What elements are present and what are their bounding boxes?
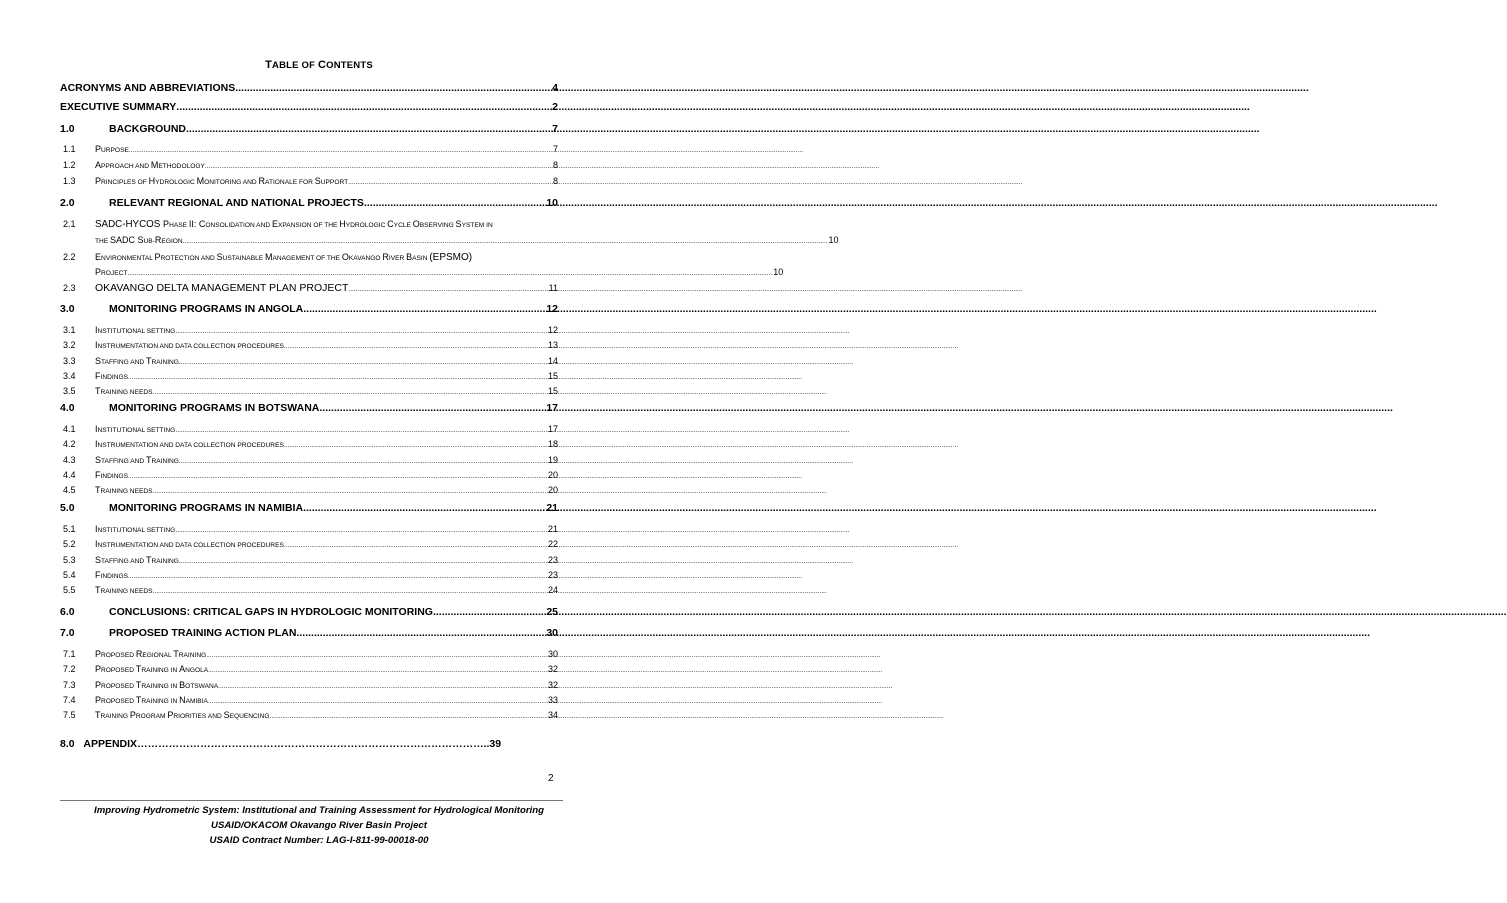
toc-entry-section-5[interactable]: 5.0 MONITORING PROGRAMS IN NAMIBIA ..... 21 [60,502,558,514]
toc-entry-5-5[interactable]: 5.5 TRAINING NEEDS ..... 24 [60,585,558,595]
toc-entry-section-3[interactable]: 3.0 MONITORING PROGRAMS IN ANGOLA ..... 12 [60,303,558,315]
toc-entry-5-3[interactable]: 5.3 STAFFING AND TRAINING ..... 23 [60,555,558,565]
toc-entry-2-2[interactable]: 2.2 ENVIRONMENTAL PROTECTION AND SUSTAINABLE MANAGEMENT OF THE OKAVANGO RIVER BASIN (EPSMO) [63,252,473,263]
toc-entry-1-3[interactable]: 1.3 PRINCIPLES OF HYDROLOGIC MONITORING AND RATIONALE FOR SUPPORT ..... 8 [60,176,558,186]
toc-entry-section-2[interactable]: 2.0 RELEVANT REGIONAL AND NATIONAL PROJECTS ..... 10 [60,197,558,209]
toc-entry-section-4[interactable]: 4.0 MONITORING PROGRAMS IN BOTSWANA ..... 17 [60,402,558,414]
footer-line-1: Improving Hydrometric System: Institutional and Training Assessment for Hydrological Monitoring [94,805,544,816]
toc-entry-3-4[interactable]: 3.4 FINDINGS ..... 15 [60,371,558,381]
toc-entry-5-1[interactable]: 5.1 INSTITUTIONAL SETTING ..... 21 [60,524,558,534]
toc-entry-3-1[interactable]: 3.1 INSTITUTIONAL SETTING ..... 12 [60,325,558,335]
toc-entry-3-2[interactable]: 3.2 INSTRUMENTATION AND DATA COLLECTION PROCEDURES ..... 13 [60,340,558,350]
toc-title: TABLE OF CONTENTS [265,59,373,71]
toc-entry-3-3[interactable]: 3.3 STAFFING AND TRAINING ..... 14 [60,356,558,366]
toc-entry-7-5[interactable]: 7.5 TRAINING PROGRAM PRIORITIES AND SEQUENCING ..... 34 [60,710,558,720]
toc-entry-appendix[interactable]: 8.0 APPENDIX………………………………………………………………………………………..39 [60,738,502,750]
page-footer [0,803,638,848]
toc-entry-4-4[interactable]: 4.4 FINDINGS ..... 20 [60,470,558,480]
toc-entry-2-1-continued[interactable]: THE SADC SUB-REGION ..... 10 [95,235,558,245]
toc-entry-1-2[interactable]: 1.2 APPROACH AND METHODOLOGY ..... 8 [60,160,558,170]
toc-entry-4-5[interactable]: 4.5 TRAINING NEEDS ..... 20 [60,485,558,495]
footer-line-2: USAID/OKACOM Okavango River Basin Project [211,820,427,831]
page-number: 2 [548,773,554,784]
toc-entry-5-4[interactable]: 5.4 FINDINGS ..... 23 [60,570,558,580]
toc-entry-1-1[interactable]: 1.1 PURPOSE ..... 7 [60,144,558,154]
toc-entry-section-7[interactable]: 7.0 PROPOSED TRAINING ACTION PLAN ..... 30 [60,627,558,639]
toc-entry-4-3[interactable]: 4.3 STAFFING AND TRAINING ..... 19 [60,455,558,465]
toc-entry-4-2[interactable]: 4.2 INSTRUMENTATION AND DATA COLLECTION PROCEDURES ..... 18 [60,439,558,449]
toc-entry-4-1[interactable]: 4.1 INSTITUTIONAL SETTING ..... 17 [60,424,558,434]
toc-entry-7-3[interactable]: 7.3 PROPOSED TRAINING IN BOTSWANA ..... 32 [60,680,558,690]
toc-entry-7-4[interactable]: 7.4 PROPOSED TRAINING IN NAMIBIA ..... 33 [60,695,558,705]
toc-entry-executive-summary[interactable]: EXECUTIVE SUMMARY ..... 2 [60,101,558,113]
toc-entry-2-2-continued[interactable]: PROJECT ..... 10 [95,267,558,277]
toc-entry-5-2[interactable]: 5.2 INSTRUMENTATION AND DATA COLLECTION PROCEDURES ..... 22 [60,539,558,549]
footer-line-3: USAID Contract Number: LAG-I-811-99-00018-00 [209,835,429,846]
toc-entry-7-1[interactable]: 7.1 PROPOSED REGIONAL TRAINING ..... 30 [60,649,558,659]
toc-entry-section-1[interactable]: 1.0 BACKGROUND ..... 7 [60,123,558,135]
toc-entry-2-3[interactable]: 2.3 OKAVANGO DELTA MANAGEMENT PLAN PROJECT ..... 11 [60,282,558,294]
toc-entry-3-5[interactable]: 3.5 TRAINING NEEDS ..... 15 [60,386,558,396]
footer-divider [60,800,563,801]
toc-entry-7-2[interactable]: 7.2 PROPOSED TRAINING IN ANGOLA ..... 32 [60,664,558,674]
toc-entry-2-1[interactable]: 2.1 SADC-HYCOS PHASE II: CONSOLIDATION AND EXPANSION OF THE HYDROLOGIC CYCLE OBSERVING SYSTEM IN [63,219,493,230]
toc-entry-section-6[interactable]: 6.0 CONCLUSIONS: CRITICAL GAPS IN HYDROLOGIC MONITORING ..... 25 [60,606,558,618]
toc-entry-acronyms[interactable]: ACRONYMS AND ABBREVIATIONS ..... 4 [60,82,558,94]
